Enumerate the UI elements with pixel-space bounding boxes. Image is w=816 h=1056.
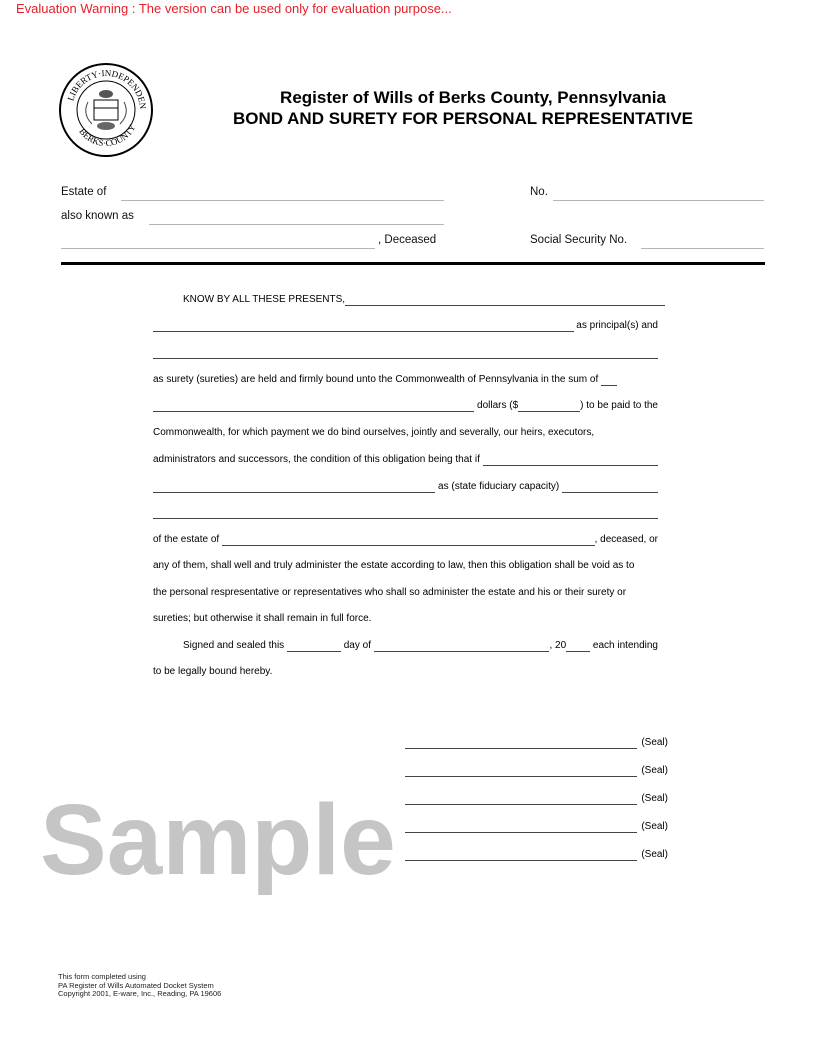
signature-line [405,793,668,805]
estate-of-field[interactable] [121,200,444,201]
text: as surety (sureties) are held and firmly bound unto the Commonwealth of Pennsylvania in the sum of [153,374,602,385]
signature-line [405,821,668,833]
body-line-9 [153,507,658,519]
body-line-14 [183,640,658,652]
body-line-13 [153,613,658,625]
signature-line [405,765,668,777]
svg-text:LIBERTY·INDEPENDENCE: LIBERTY·INDEPENDEN [65,67,149,110]
page-title: Register of Wills of Berks County, Pennsylvania [280,88,666,107]
footer-line: This form completed using [58,972,146,981]
surety-blank[interactable] [153,348,658,359]
text: , deceased, or [594,534,658,545]
text: Commonwealth, for which payment we do bind ourselves, jointly and severally, our heirs, executors, [153,427,595,438]
month-blank[interactable] [374,641,550,652]
seal-label: (Seal) [641,793,668,804]
aka-label: also known as [61,210,134,222]
text: of the estate of [153,534,222,545]
body-line-6 [153,427,658,439]
capacity-blank-2[interactable] [153,508,658,519]
form-subtitle: BOND AND SURETY FOR PERSONAL REPRESENTATIVE [233,109,693,128]
seal-label: (Seal) [641,737,668,748]
text: , 20 [549,640,567,651]
representative-blank-2[interactable] [153,482,435,493]
principal-blank-2[interactable] [153,321,574,332]
signature-line [405,849,668,861]
sample-watermark: Sample [40,784,396,896]
text: KNOW BY ALL THESE PRESENTS, [183,294,346,305]
evaluation-warning: Evaluation Warning : The version can be used only for evaluation purpose... [16,1,452,16]
deceased-name-field[interactable] [61,248,375,249]
day-blank[interactable] [287,641,341,652]
aka-field[interactable] [149,224,444,225]
text: administrators and successors, the condition of this obligation being that if [153,454,483,465]
sum-blank[interactable] [601,375,617,386]
signature-blank[interactable] [405,822,637,833]
signature-blank[interactable] [405,850,637,861]
text: as principal(s) and [573,320,658,331]
ssn-label: Social Security No. [530,234,628,246]
body-line-4 [153,374,658,386]
text: as (state fiduciary capacity) [435,481,562,492]
text: to be legally bound hereby. [153,666,273,677]
year-blank[interactable] [566,641,590,652]
text: dollars ($ [474,400,519,411]
body-line-3 [153,347,658,359]
body-line-11 [153,560,673,572]
text: each intending [590,640,658,651]
no-field[interactable] [553,200,764,201]
deceased-label: , Deceased [378,234,437,246]
seal-label: (Seal) [641,849,668,860]
principal-blank[interactable] [345,295,665,306]
body-line-12 [153,587,673,599]
footer-line: Copyright 2001, E-ware, Inc., Reading, PA 19606 [58,989,222,998]
estate-of-label: Estate of [61,186,107,198]
ssn-field[interactable] [641,248,764,249]
svg-text:BERKS·COUNTY: BERKS·COUNTY [77,122,138,149]
no-label: No. [530,186,548,198]
footer-line: PA Register of Wills Automated Docket System [58,980,214,990]
fiduciary-capacity-blank[interactable] [562,482,658,493]
body-line-5 [153,400,658,412]
text: sureties; but otherwise it shall remain in full force. [153,613,372,624]
body-line-2 [153,320,658,332]
signature-blank[interactable] [405,794,637,805]
body-line-10 [153,534,658,546]
body-line-7 [153,454,658,466]
signature-blank[interactable] [405,738,637,749]
body-line-1 [183,294,665,306]
representative-blank[interactable] [483,455,658,466]
body-line-15 [153,666,658,678]
sum-amount-blank[interactable] [518,401,580,412]
signature-line [405,737,668,749]
text: any of them, shall well and truly administer the estate according to law, then this obligation shall be void as to [153,560,635,571]
seal-label: (Seal) [641,765,668,776]
body-line-8 [153,481,658,493]
footer [58,973,221,999]
estate-name-blank[interactable] [222,535,595,546]
divider [61,262,765,265]
sum-words-blank[interactable] [153,401,474,412]
text: Signed and sealed this [183,640,287,651]
text: day of [340,640,374,651]
text: ) to be paid to the [580,400,658,411]
seal-label: (Seal) [641,821,668,832]
text: the personal respresentative or representatives who shall so administer the estate and his or their surety or [153,587,627,598]
signature-blank[interactable] [405,766,637,777]
county-seal-logo [58,62,154,158]
